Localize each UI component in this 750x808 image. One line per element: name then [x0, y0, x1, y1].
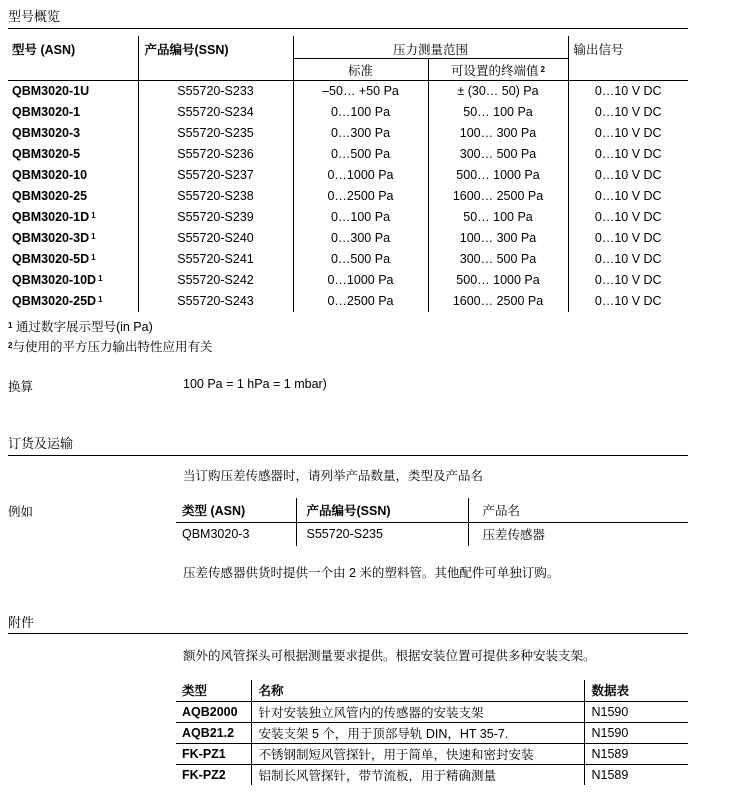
model-footnote: 1 — [98, 295, 103, 304]
cell-settable: 50… 100 Pa — [428, 207, 568, 228]
cell-standard: 0…100 Pa — [293, 102, 428, 123]
footnotes — [8, 318, 212, 358]
order-type: QBM3020-3 — [182, 527, 250, 542]
model-footnote: 1 — [91, 211, 96, 220]
acc-name: 不锈钢制短风管探针，用于简单，快速和密封安装 — [251, 743, 584, 764]
cell-ssn: S55720-S233 — [138, 81, 293, 102]
table-row — [8, 144, 688, 165]
footnote-1 — [8, 318, 212, 338]
header-settable-label: 可设置的终端值 — [451, 63, 539, 78]
cell-model — [8, 249, 138, 270]
footnote-1-number: 1 — [8, 321, 13, 330]
accessories-table-body — [176, 701, 688, 785]
table-row — [176, 764, 688, 785]
acc-datasheet: N1589 — [584, 743, 688, 764]
delivery-note: 压差传感器供货时提供一个由 2 米的塑料管。其他配件可单独订购。 — [183, 566, 560, 580]
cell-output: 0…10 V DC — [568, 81, 688, 102]
table-row — [8, 123, 688, 144]
order-name: 压差传感器 — [468, 522, 688, 546]
cell-standard: 0…2500 Pa — [293, 291, 428, 312]
acc-datasheet: N1589 — [584, 764, 688, 785]
model-footnote: 1 — [98, 274, 103, 283]
accessories-rule — [8, 633, 688, 634]
accessories-table — [176, 680, 688, 785]
cell-output: 0…10 V DC — [568, 186, 688, 207]
order-header-name: 产品名 — [468, 498, 688, 522]
cell-model — [8, 228, 138, 249]
model-text: QBM3020-10 — [12, 168, 88, 182]
order-header-ssn: 产品编号(SSN) — [296, 498, 468, 522]
cell-settable: ± (30… 50) Pa — [428, 81, 568, 102]
model-text: QBM3020-25 — [12, 189, 88, 203]
cell-ssn: S55720-S234 — [138, 102, 293, 123]
cell-model — [8, 270, 138, 291]
model-text: QBM3020-10D — [12, 273, 97, 287]
cell-ssn: S55720-S242 — [138, 270, 293, 291]
model-text: QBM3020-5 — [12, 147, 81, 161]
acc-type: AQB2000 — [176, 701, 251, 722]
cell-output: 0…10 V DC — [568, 291, 688, 312]
table-row — [8, 165, 688, 186]
cell-settable: 1600… 2500 Pa — [428, 291, 568, 312]
accessories-intro: 额外的风管探头可根据测量要求提供。根据安装位置可提供多种安装支架。 — [183, 649, 596, 663]
table-row — [8, 81, 688, 102]
order-header-type: 类型 (ASN) — [176, 498, 296, 522]
header-standard: 标准 — [293, 59, 428, 81]
cell-standard: –50… +50 Pa — [293, 81, 428, 102]
cell-output: 0…10 V DC — [568, 207, 688, 228]
cell-model — [8, 102, 138, 123]
cell-standard: 0…300 Pa — [293, 123, 428, 144]
table-row — [176, 743, 688, 764]
cell-standard: 0…100 Pa — [293, 207, 428, 228]
acc-name: 安装支架 5 个，用于顶部导轨 DIN，HT 35-7. — [251, 722, 584, 743]
cell-standard: 0…300 Pa — [293, 228, 428, 249]
cell-settable: 100… 300 Pa — [428, 228, 568, 249]
cell-output: 0…10 V DC — [568, 102, 688, 123]
accessories-title: 附件 — [8, 615, 35, 630]
header-settable — [428, 59, 568, 81]
model-text: QBM3020-3D — [12, 231, 90, 245]
cell-ssn: S55720-S235 — [138, 123, 293, 144]
order-ssn: S55720-S235 — [296, 522, 468, 546]
cell-settable: 500… 1000 Pa — [428, 270, 568, 291]
cell-output: 0…10 V DC — [568, 144, 688, 165]
cell-ssn: S55720-S238 — [138, 186, 293, 207]
cell-output: 0…10 V DC — [568, 123, 688, 144]
cell-output: 0…10 V DC — [568, 270, 688, 291]
acc-type: AQB21.2 — [176, 722, 251, 743]
header-product: 产品编号(SSN) — [138, 36, 293, 81]
header-model: 型号 (ASN) — [12, 43, 76, 57]
cell-model — [8, 144, 138, 165]
acc-header-name: 名称 — [251, 680, 584, 701]
acc-name: 铝制长风管探针，带节流板，用于精确测量 — [251, 764, 584, 785]
model-text: QBM3020-25D — [12, 294, 97, 308]
model-text: QBM3020-1 — [12, 105, 81, 119]
cell-output: 0…10 V DC — [568, 249, 688, 270]
cell-standard: 0…500 Pa — [293, 144, 428, 165]
acc-datasheet: N1590 — [584, 701, 688, 722]
conversion-label: 换算 — [8, 380, 34, 394]
ordering-title: 订货及运输 — [8, 436, 74, 451]
footnote-2 — [8, 338, 212, 358]
cell-ssn: S55720-S240 — [138, 228, 293, 249]
header-output: 输出信号 — [568, 36, 688, 81]
acc-name: 针对安装独立风管内的传感器的安装支架 — [251, 701, 584, 722]
cell-settable: 300… 500 Pa — [428, 144, 568, 165]
model-footnote: 1 — [91, 232, 96, 241]
header-pressure: 压力测量范围 — [293, 36, 568, 59]
cell-settable: 100… 300 Pa — [428, 123, 568, 144]
cell-ssn: S55720-S237 — [138, 165, 293, 186]
acc-datasheet: N1590 — [584, 722, 688, 743]
cell-model — [8, 81, 138, 102]
model-text: QBM3020-3 — [12, 126, 81, 140]
cell-settable: 50… 100 Pa — [428, 102, 568, 123]
model-text: QBM3020-1U — [12, 84, 90, 99]
table-row — [8, 102, 688, 123]
cell-model — [8, 207, 138, 228]
acc-type: FK-PZ2 — [182, 767, 226, 782]
table-row — [8, 249, 688, 270]
overview-table — [8, 36, 688, 312]
table-row — [176, 722, 688, 743]
header-settable-footnote: 2 — [540, 64, 545, 74]
footnote-2-number: 2 — [8, 341, 13, 350]
model-text: QBM3020-5D — [12, 252, 90, 266]
order-example-table — [176, 498, 688, 546]
overview-rule — [8, 28, 688, 29]
cell-output: 0…10 V DC — [568, 165, 688, 186]
overview-title: 型号概览 — [8, 9, 61, 24]
acc-type: FK-PZ1 — [176, 743, 251, 764]
overview-table-body — [8, 81, 688, 312]
cell-standard: 0…1000 Pa — [293, 165, 428, 186]
model-text: QBM3020-1D — [12, 210, 90, 224]
footnote-2-text: 与使用的平方压力输出特性应用有关 — [12, 340, 213, 354]
cell-model — [8, 165, 138, 186]
model-footnote: 1 — [91, 253, 96, 262]
cell-output: 0…10 V DC — [568, 228, 688, 249]
cell-model — [8, 291, 138, 312]
acc-header-datasheet: 数据表 — [584, 680, 688, 701]
conversion-text: 100 Pa = 1 hPa = 1 mbar) — [183, 377, 327, 391]
cell-settable: 500… 1000 Pa — [428, 165, 568, 186]
example-label: 例如 — [8, 505, 34, 519]
cell-settable: 1600… 2500 Pa — [428, 186, 568, 207]
cell-model — [8, 186, 138, 207]
ordering-intro: 当订购压差传感器时，请列举产品数量，类型及产品名 — [183, 469, 484, 483]
table-row — [8, 291, 688, 312]
table-row — [8, 228, 688, 249]
table-row — [8, 186, 688, 207]
cell-settable: 300… 500 Pa — [428, 249, 568, 270]
cell-standard: 0…1000 Pa — [293, 270, 428, 291]
table-row — [8, 207, 688, 228]
cell-model — [8, 123, 138, 144]
cell-ssn: S55720-S243 — [138, 291, 293, 312]
cell-standard: 0…2500 Pa — [293, 186, 428, 207]
cell-ssn: S55720-S236 — [138, 144, 293, 165]
cell-standard: 0…500 Pa — [293, 249, 428, 270]
cell-ssn: S55720-S239 — [138, 207, 293, 228]
footnote-1-text: 通过数字展示型号(in Pa) — [15, 320, 153, 334]
cell-ssn: S55720-S241 — [138, 249, 293, 270]
acc-header-type: 类型 — [176, 680, 251, 701]
table-row — [176, 701, 688, 722]
table-row — [8, 270, 688, 291]
ordering-rule — [8, 455, 688, 456]
